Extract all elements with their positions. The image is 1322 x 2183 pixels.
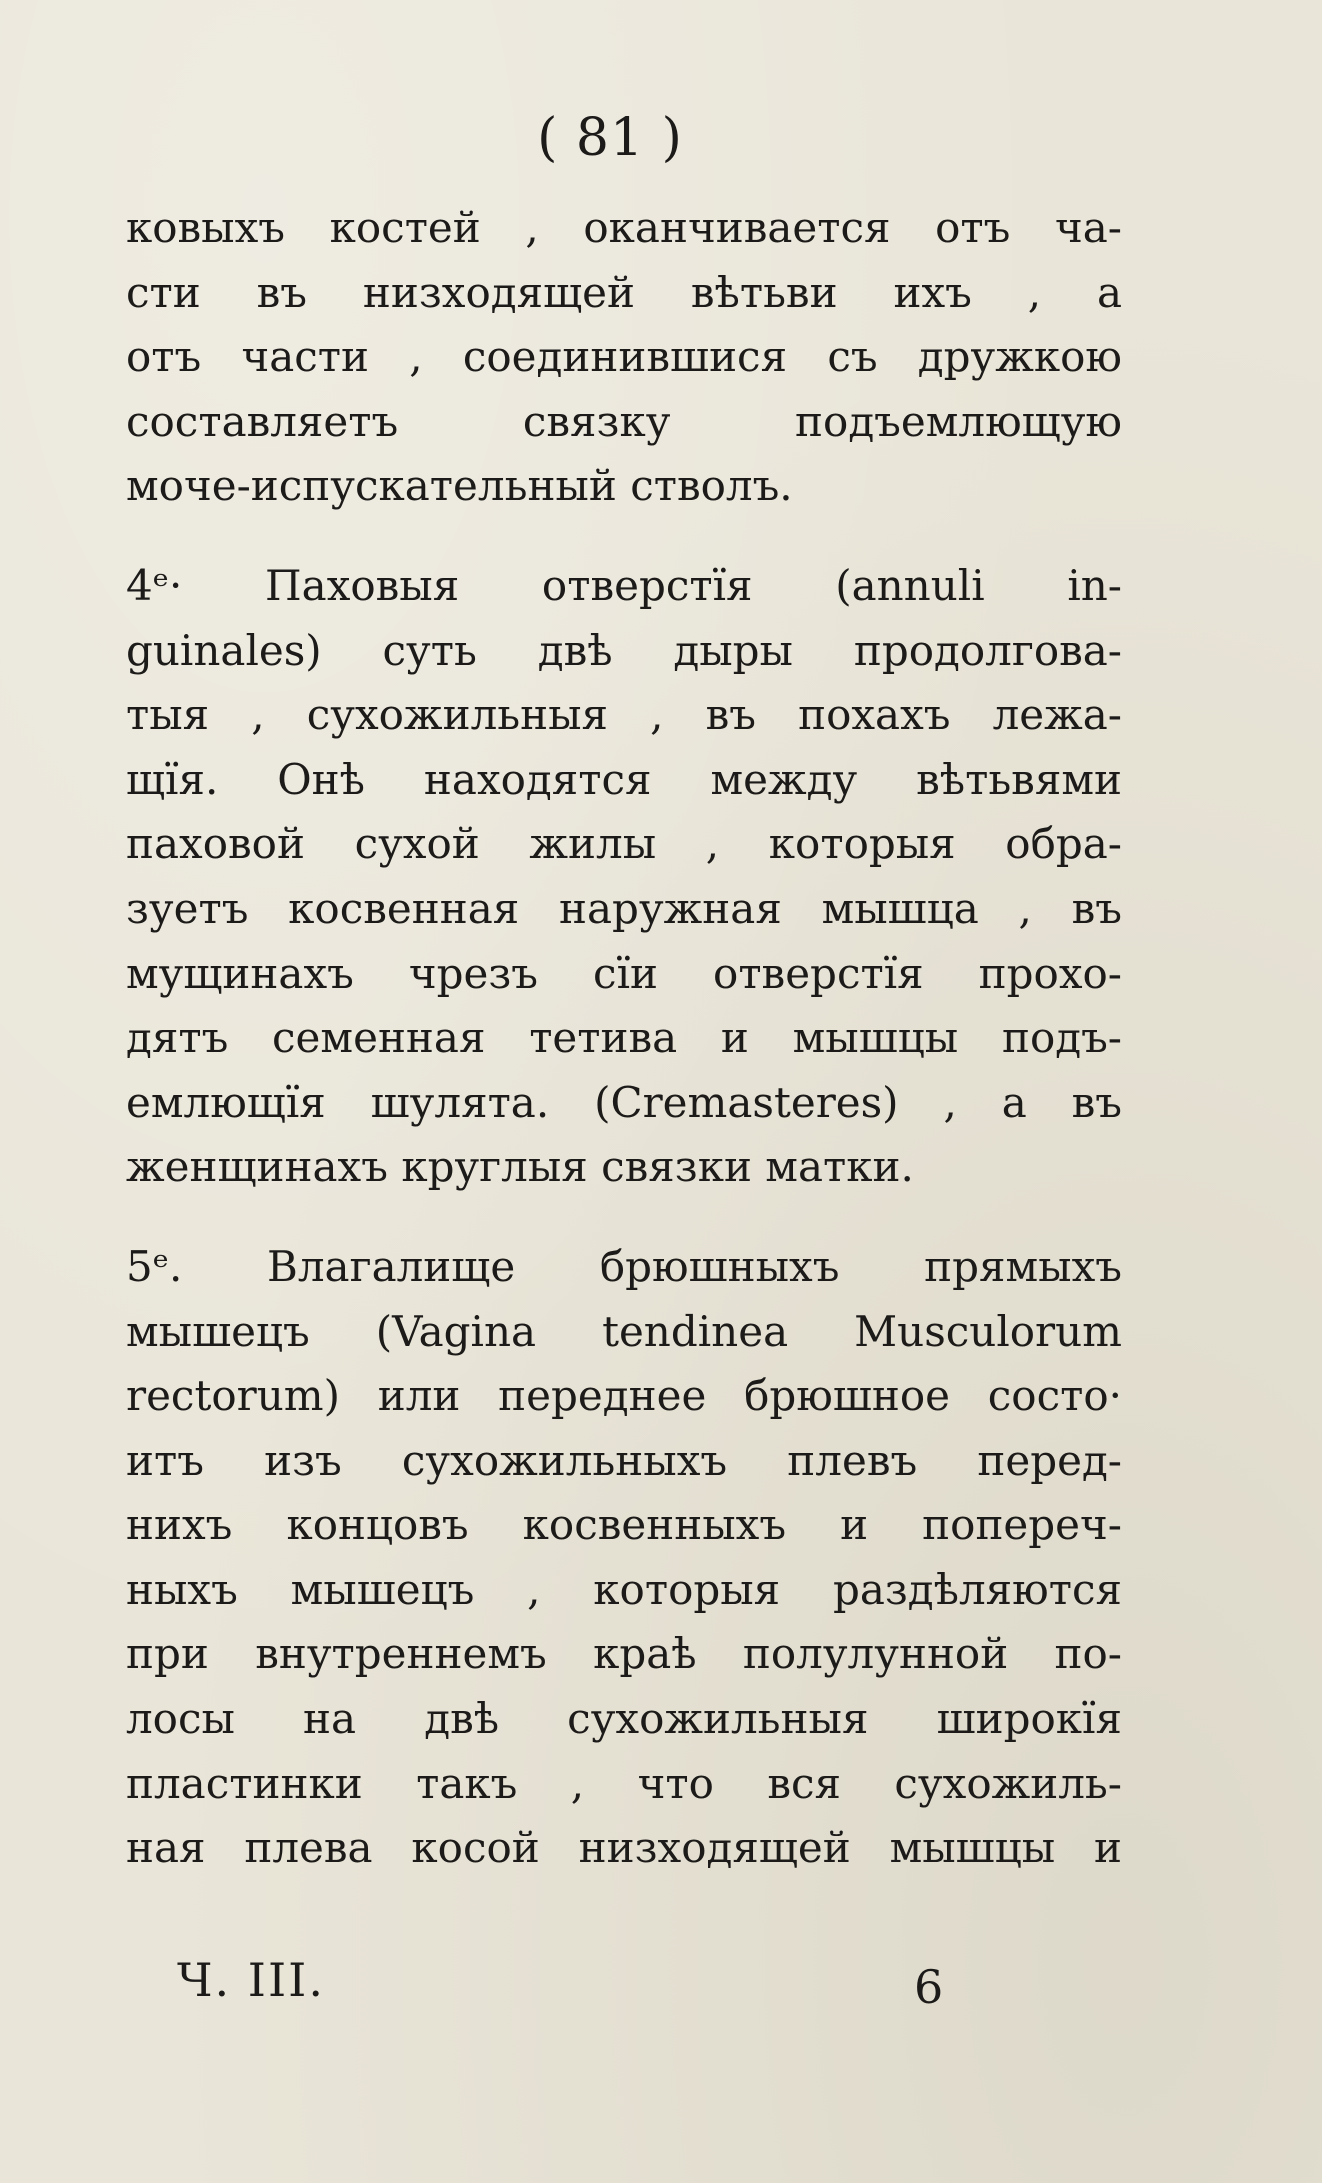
text-line: лосы на двѣ сухожильныя широкїя <box>126 1694 1122 1744</box>
text-line: нихъ концовъ косвенныхъ и попереч- <box>126 1500 1122 1550</box>
text-line: женщинахъ круглыя связки матки. <box>126 1142 914 1192</box>
paragraph-spacer <box>126 1200 1122 1235</box>
text-line: зуетъ косвенная наружная мышца , въ <box>126 883 1122 933</box>
page-number: ( 81 ) <box>537 108 683 168</box>
text-line: составляетъ связку подъемлющую <box>126 396 1122 446</box>
text-line: ная плева косой низходящей мышцы и <box>126 1823 1122 1873</box>
text-line: мышецъ (Vagina tendinea Musculorum <box>126 1306 1122 1356</box>
text-line: дятъ семенная тетива и мышцы подъ- <box>126 1013 1122 1063</box>
text-line: моче-испускательный стволъ. <box>126 461 793 511</box>
signature-mark: Ч. III. <box>177 1953 325 2007</box>
text-line: при внутреннемъ краѣ полулунной по- <box>126 1629 1122 1679</box>
text-line: итъ изъ сухожильныхъ плевъ перед- <box>126 1435 1122 1485</box>
text-line: щїя. Онѣ находятся между вѣтьвями <box>126 754 1122 804</box>
text-line: 4ᵉ· Паховыя отверстїя (annuli in- <box>126 560 1122 610</box>
paragraph-2 <box>126 554 1122 1200</box>
text-line: тыя , сухожильныя , въ похахъ лежа- <box>126 690 1122 740</box>
text-line: отъ части , соединившися съ дружкою <box>126 332 1122 382</box>
text-line: ныхъ мышецъ , которыя раздѣляются <box>126 1564 1122 1614</box>
text-line: ковыхъ костей , оканчивается отъ ча- <box>126 203 1122 252</box>
text-line: guinales) суть двѣ дыры продолгова- <box>126 625 1122 675</box>
text-line: пластинки такъ , что вся сухожиль- <box>126 1758 1122 1808</box>
paragraph-spacer <box>126 519 1122 554</box>
text-line: емлющїя шулята. (Cremasteres) , а въ <box>126 1077 1122 1127</box>
body-text <box>126 196 1122 1881</box>
text-line: паховой сухой жилы , которыя обра- <box>126 819 1122 869</box>
sheet-number: 6 <box>914 1960 944 2014</box>
text-line: сти въ низходящей вѣтьви ихъ , а <box>126 267 1122 317</box>
paragraph-1 <box>126 196 1122 519</box>
text-line: rectorum) или переднее брюшное состо· <box>126 1371 1122 1421</box>
paragraph-3 <box>126 1235 1122 1881</box>
text-line: мущинахъ чрезъ сїи отверстїя прохо- <box>126 948 1122 998</box>
text-line: 5ᵉ. Влагалище брюшныхъ прямыхъ <box>126 1241 1122 1291</box>
